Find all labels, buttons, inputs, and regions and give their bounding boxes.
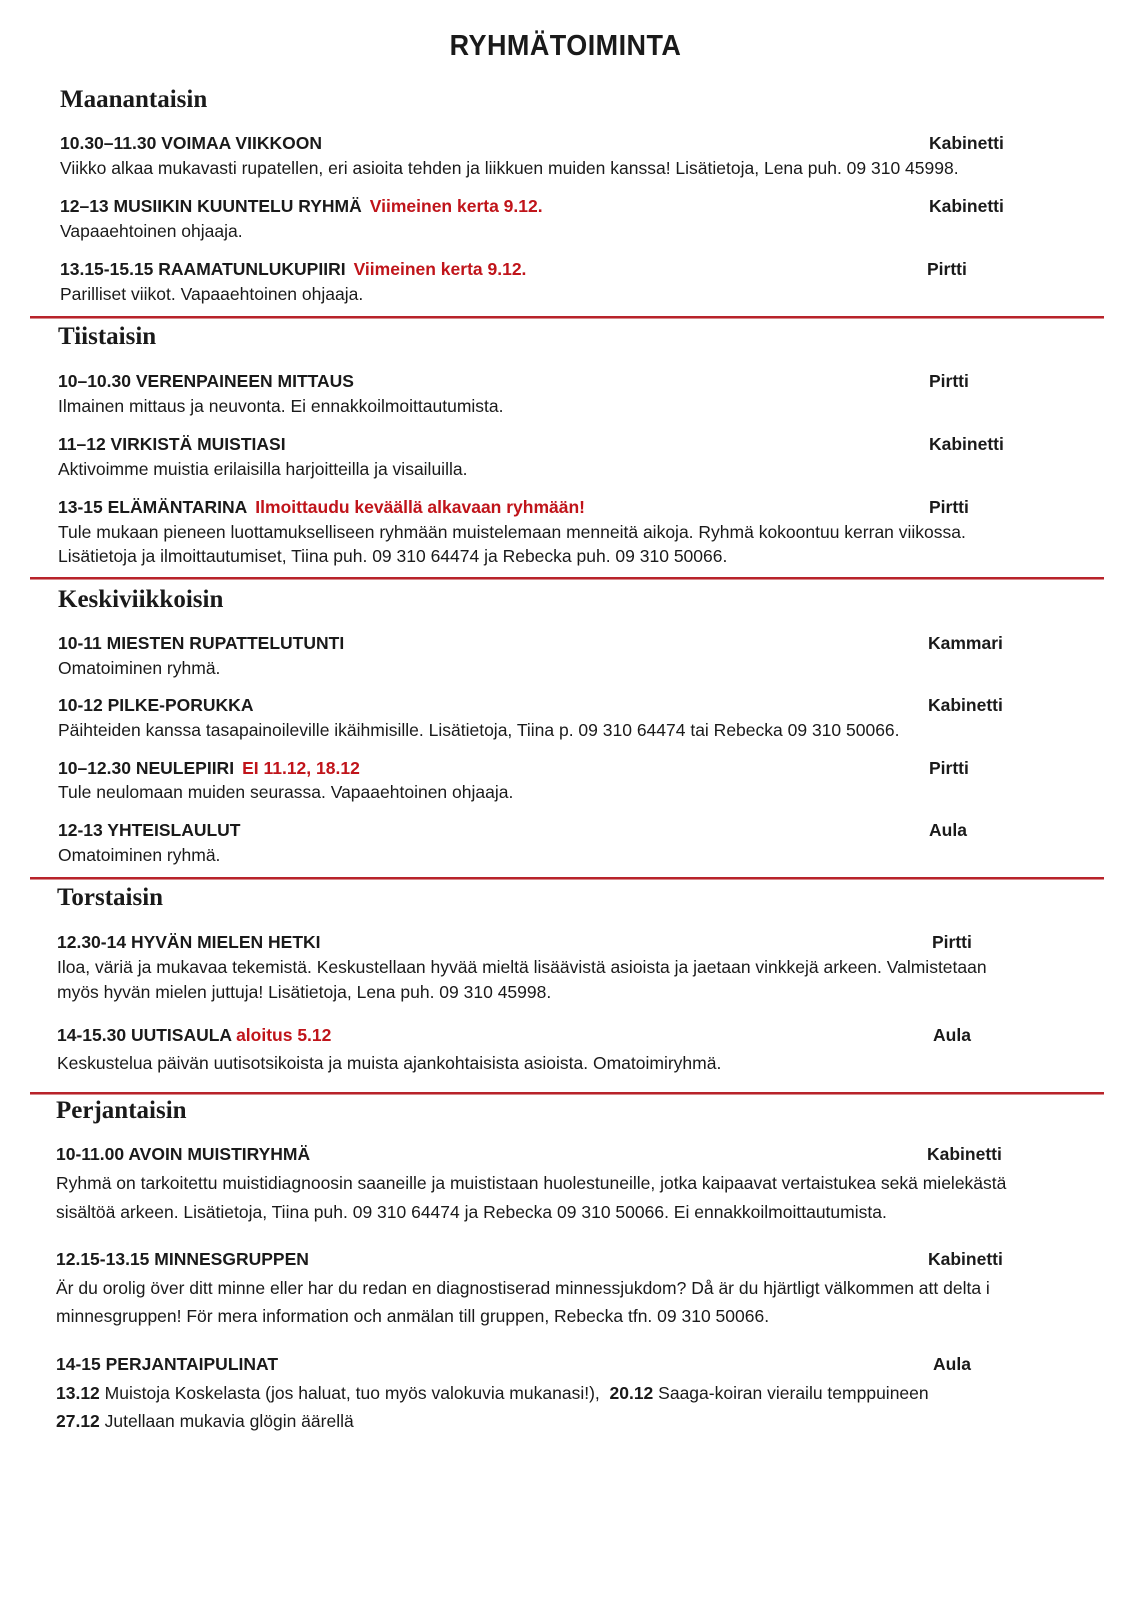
activity-note: aloitus 5.12: [236, 1025, 332, 1045]
activity-description: [56, 1383, 929, 1404]
activity-location: Aula: [933, 1354, 971, 1374]
day-heading-friday: Perjantaisin: [56, 1097, 187, 1124]
activity-location: Aula: [929, 820, 967, 840]
section-divider: [30, 577, 1104, 580]
activity-description: Tule neulomaan muiden seurassa. Vapaaehtoinen ohjaaja.: [58, 782, 514, 802]
activity-title: 13.15-15.15 RAAMATUNLUKUPIIRI Viimeinen kerta 9.12.: [60, 259, 527, 279]
activity-note: EI 11.12, 18.12: [242, 758, 360, 778]
activity-location: Kammari: [928, 633, 1003, 653]
activity-title: 14-15 PERJANTAIPULINAT: [56, 1354, 279, 1374]
event-description: Jutellaan mukavia glögin äärellä: [104, 1411, 354, 1431]
activity-note: Viimeinen kerta 9.12.: [353, 259, 527, 279]
section-divider: [30, 1092, 1104, 1095]
event-date: 27.12: [56, 1411, 100, 1431]
activity-location: Pirtti: [929, 758, 969, 778]
activity-title: 13-15 ELÄMÄNTARINA Ilmoittaudu keväällä alkavaan ryhmään!: [58, 497, 586, 517]
activity-location: Kabinetti: [929, 133, 1004, 153]
activity-description: Aktivoimme muistia erilaisilla harjoitteilla ja visailuilla.: [58, 459, 468, 479]
activity-description: Keskustelua päivän uutisotsikoista ja muista ajankohtaisista asioista. Omatoimiryhmä.: [57, 1053, 722, 1073]
day-heading-wednesday: Keskiviikkoisin: [58, 586, 224, 613]
activity-title: 12-13 YHTEISLAULUT: [58, 820, 241, 840]
event-description: Saaga-koiran vierailu temppuineen: [658, 1383, 929, 1403]
activity-description: Iloa, väriä ja mukavaa tekemistä. Keskustellaan hyvää mieltä lisäävistä asioista ja jaetaan vinkkejä arkeen. Valmistetaan: [57, 957, 987, 977]
activity-title: 10.30–11.30 VOIMAA VIIKKOON: [60, 133, 322, 153]
activity-title: 10–10.30 VERENPAINEEN MITTAUS: [58, 371, 354, 391]
activity-location: Aula: [933, 1025, 971, 1045]
activity-description: myös hyvän mielen juttuja! Lisätietoja, Lena puh. 09 310 45998.: [57, 982, 552, 1002]
activity-note: Ilmoittaudu keväällä alkavaan ryhmään!: [255, 497, 586, 517]
event-date: 13.12: [56, 1383, 100, 1403]
activity-location: Kabinetti: [928, 695, 1003, 715]
activity-title: 14-15.30 UUTISAULA aloitus 5.12: [57, 1025, 332, 1045]
activity-note: Viimeinen kerta 9.12.: [369, 196, 543, 216]
activity-location: Kabinetti: [928, 1249, 1003, 1269]
activity-description: [56, 1411, 354, 1432]
activity-description: Är du orolig över ditt minne eller har du redan en diagnostiserad minnessjukdom? Då är du hjärtligt välkommen att delta i: [56, 1278, 990, 1298]
activity-description: minnesgruppen! För mera information och anmälan till gruppen, Rebecka tfn. 09 310 50066.: [56, 1306, 770, 1326]
activity-title: 12.15-13.15 MINNESGRUPPEN: [56, 1249, 309, 1269]
page-title: RYHMÄTOIMINTA: [449, 30, 682, 62]
activity-description: Viikko alkaa mukavasti rupatellen, eri asioita tehden ja liikkuen muiden kanssa! Lisätietoja, Lena puh. 09 310 45998.: [60, 158, 959, 178]
activity-title: 10-12 PILKE-PORUKKA: [58, 695, 254, 715]
activity-description: Tule mukaan pieneen luottamukselliseen ryhmään muistelemaan menneitä aikoja. Ryhmä kokoontuu kerran viikossa.: [58, 522, 966, 542]
activity-description: Parilliset viikot. Vapaaehtoinen ohjaaja.: [60, 284, 364, 304]
section-divider: [30, 316, 1104, 319]
activity-location: Kabinetti: [929, 434, 1004, 454]
activity-description: Omatoiminen ryhmä.: [58, 845, 221, 865]
activity-description: Päihteiden kanssa tasapainoileville ikäihmisille. Lisätietoja, Tiina p. 09 310 64474 tai Rebecka 09 310 50066.: [58, 720, 900, 740]
activity-location: Kabinetti: [927, 1144, 1002, 1164]
activity-description: Ryhmä on tarkoitettu muistidiagnoosin saaneille ja muististaan huolestuneille, jotka kaipaavat vertaistukea sekä mielekästä: [56, 1173, 1007, 1193]
activity-location: Pirtti: [929, 497, 969, 517]
event-date: 20.12: [609, 1383, 654, 1403]
activity-description: sisältöä arkeen. Lisätietoja, Tiina puh. 09 310 64474 ja Rebecka 09 310 50066. Ei ennakkoilmoittautumista.: [56, 1202, 887, 1222]
activity-title: 10–12.30 NEULEPIIRI EI 11.12, 18.12: [58, 758, 360, 778]
activity-description: Ilmainen mittaus ja neuvonta. Ei ennakkoilmoittautumista.: [58, 396, 504, 416]
activity-title: 10-11.00 AVOIN MUISTIRYHMÄ: [56, 1144, 311, 1164]
day-heading-thursday: Torstaisin: [57, 884, 164, 911]
day-heading-monday: Maanantaisin: [60, 86, 208, 113]
activity-location: Pirtti: [932, 932, 972, 952]
activity-description: Vapaaehtoinen ohjaaja.: [60, 221, 243, 241]
day-heading-tuesday: Tiistaisin: [58, 323, 157, 350]
activity-location: Pirtti: [929, 371, 969, 391]
activity-description: Lisätietoja ja ilmoittautumiset, Tiina puh. 09 310 64474 ja Rebecka puh. 09 310 50066.: [58, 546, 728, 566]
activity-title: 12–13 MUSIIKIN KUUNTELU RYHMÄ Viimeinen kerta 9.12.: [60, 196, 543, 216]
event-description: Muistoja Koskelasta (jos haluat, tuo myös valokuvia mukanasi!),: [104, 1383, 600, 1403]
activity-location: Kabinetti: [929, 196, 1004, 216]
activity-title: 10-11 MIESTEN RUPATTELUTUNTI: [58, 633, 345, 653]
activity-title: 12.30-14 HYVÄN MIELEN HETKI: [57, 932, 321, 952]
section-divider: [30, 877, 1104, 880]
activity-location: Pirtti: [927, 259, 967, 279]
activity-description: Omatoiminen ryhmä.: [58, 658, 221, 678]
activity-title: 11–12 VIRKISTÄ MUISTIASI: [58, 434, 286, 454]
